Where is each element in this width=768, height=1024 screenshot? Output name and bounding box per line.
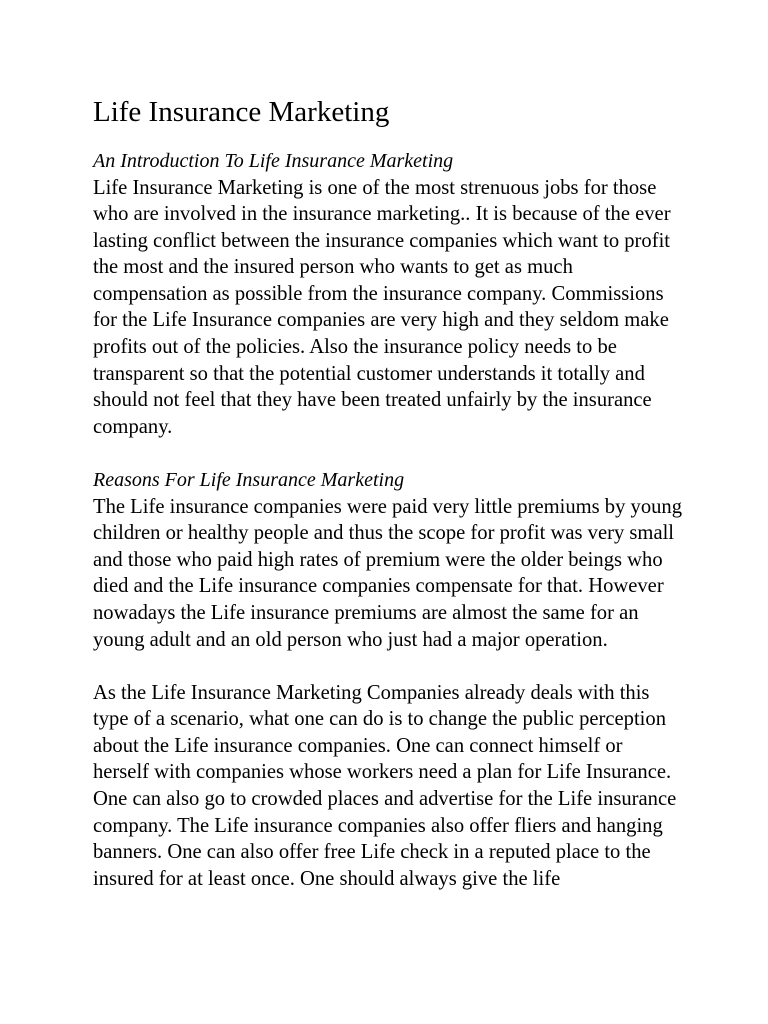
paragraph: As the Life Insurance Marketing Companies already deals with this type of a scenario, what one can do is to change the public perception about the Life insurance companies. One can connect himself or herself with companies whose workers need a plan for Life Insurance. One can also go to crowded places and advertise for the Life insurance company. The Life insurance companies also offer fliers and hanging banners. One can also offer free Life check in a reputed place to the insured for at least once. One should always give the life bbox=[93, 681, 677, 890]
document-page bbox=[93, 92, 683, 892]
paragraph-spacer bbox=[93, 653, 683, 680]
section-reasons bbox=[93, 467, 683, 892]
page-title: Life Insurance Marketing bbox=[93, 96, 390, 128]
section-heading: An Introduction To Life Insurance Marketing bbox=[93, 150, 454, 172]
paragraph-spacer bbox=[93, 440, 683, 467]
paragraph: Life Insurance Marketing is one of the most strenuous jobs for those who are involved in the insurance marketing.. It is because of the ever lasting conflict between the insurance companies which want to profit the most and the insured person who wants to get as much compensation as possible from the insurance company. Commissions for the Life Insurance companies are very high and they seldom make profits out of the policies. Also the insurance policy needs to be transparent so that the potential customer understands it totally and should not feel that they have been treated unfairly by the insurance company. bbox=[93, 176, 671, 438]
paragraph: The Life insurance companies were paid very little premiums by young children or healthy people and thus the scope for profit was very small and those who paid high rates of premium were the older beings who died and the Life insurance companies compensate for that. However nowadays the Life insurance premiums are almost the same for an young adult and an old person who just had a major operation. bbox=[93, 495, 683, 651]
section-introduction bbox=[93, 148, 683, 440]
section-heading: Reasons For Life Insurance Marketing bbox=[93, 469, 405, 492]
